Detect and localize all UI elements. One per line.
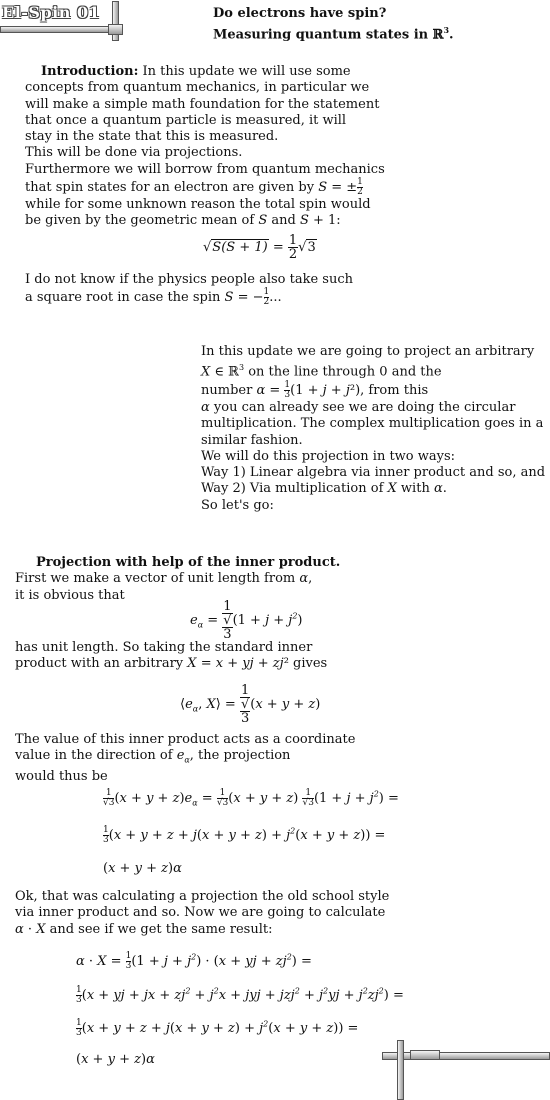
title-line-2: Measuring quantum states in ℝ$^3$.	[213, 25, 454, 43]
intro-line: Furthermore we will borrow from quantum mechanics	[25, 161, 385, 177]
intro-line: This will be done via projections.	[25, 145, 243, 161]
intro-line: that spin states for an electron are given by S = ± $\frac{1}{2}$	[25, 177, 363, 198]
intro-line: will make a simple math foundation for the statement	[25, 96, 380, 112]
multiplication-equation-line-3: $\frac{1}{3}$ $(x + y + z + j(x + y + z) + j^2(x + y + z))$ =	[76, 1018, 359, 1038]
footer-vertical-bar	[397, 1040, 404, 1100]
intro-line: a square root in case the spin S = − $\frac{1}{2}$ ...	[25, 287, 282, 308]
update-line: Way 2) Via multiplication of X with α.	[201, 481, 447, 497]
intro-line: while for some unknown reason the total spin would	[25, 197, 371, 213]
unit-vector-equation: $e_\alpha$ = 1 √ 3 $(1 + j + j^2)$	[190, 599, 303, 642]
update-line: number α = $\frac{1}{3}$ (1 + j + j²), from this	[201, 379, 429, 400]
multiplication-equation-line-2: $\frac{1}{3}$ (x + yj + jx + $zj^2 + j^2x$ + jyj + $jzj^2 + j^2yj + j^2zj^2$) =	[76, 985, 404, 1005]
projection-line: would thus be	[15, 769, 108, 785]
projection-line: has unit length. So taking the standard inner	[15, 640, 313, 655]
intro-line: that once a quantum particle is measured, it will	[25, 112, 347, 128]
series-logo: El-Spin 01	[2, 3, 101, 22]
update-line: X ∈ ℝ$^3$ on the line through 0 and the	[201, 363, 442, 380]
inner-product-equation: $⟨e_\alpha$, X⟩ = 1 √ 3 (x + y + z)	[180, 683, 321, 726]
projection-paragraph-2	[15, 640, 355, 673]
update-line: So let's go:	[201, 497, 274, 513]
update-paragraph	[201, 344, 546, 514]
projection-paragraph-3	[15, 732, 355, 785]
update-line: We will do this projection in two ways:	[201, 448, 456, 464]
multiplication-equation-line-4: (x + y + z)α	[76, 1052, 155, 1067]
intro-after-paragraph	[25, 272, 365, 307]
intro-line: stay in the state that this is measured.	[25, 129, 279, 145]
projection-line: First we make a vector of unit length from α,	[15, 571, 313, 587]
intro-heading: Introduction:	[41, 64, 139, 79]
projection-line: α · X and see if we get the same result:	[15, 921, 273, 937]
intro-line: In this update we will use some	[142, 64, 351, 79]
footer-bar-joint	[410, 1050, 440, 1060]
update-line: α you can already see we are doing the circular	[201, 399, 516, 415]
intro-line: concepts from quantum mechanics, in particular we	[25, 80, 370, 96]
title-line-1: Do electrons have spin?	[213, 6, 387, 21]
projection-line: via inner product and so. Now we are going to calculate	[15, 905, 386, 921]
projection-line: product with an arbitrary X = x + yj + zj² gives	[15, 656, 328, 672]
projection-paragraph-4	[15, 889, 390, 938]
footer-bar-right	[438, 1052, 550, 1060]
update-line: Way 1) Linear algebra via inner product and so, and	[201, 465, 546, 481]
projection-line: value in the direction of $e_\alpha$, the projection	[15, 748, 291, 765]
update-line: In this update we are going to project an arbitrary	[201, 344, 535, 359]
spin-equation: √S(S + 1) = $\frac{1}{2}$ √3	[203, 233, 316, 262]
header-bar-joint	[108, 24, 123, 35]
intro-line: I do not know if the physics people also take such	[25, 272, 353, 287]
update-line: similar fashion.	[201, 432, 303, 448]
page-title	[213, 5, 454, 43]
intro-line: be given by the geometric mean of S and S + 1:	[25, 213, 341, 229]
projection-equation-line-1: $\frac{1}{√3}$ $(x + y + z)e_\alpha$ = $\frac{1}{√3}$ (x + y + z) $\frac{1}{√3}$ $(1 + j + j^2)$ =	[103, 788, 399, 808]
header-vertical-bar	[112, 1, 119, 41]
update-line: multiplication. The complex multiplication goes in a	[201, 416, 544, 432]
section-heading: Projection with help of the inner product.	[36, 555, 341, 570]
projection-line: Ok, that was calculating a projection the old school style	[15, 889, 390, 904]
projection-line: it is obvious that	[15, 587, 125, 603]
intro-paragraph	[25, 64, 385, 230]
multiplication-equation-line-1: α · X = $\frac{1}{3}$ $(1 + j + j^2) \cdot (x$ + yj + $zj^2$) =	[76, 951, 312, 971]
projection-equation-line-3: (x + y + z)α	[103, 861, 182, 876]
projection-intro	[15, 555, 355, 604]
projection-equation-line-2: $\frac{1}{3}$ $(x + y + z + j(x + y + z) + j^2(x + y + z))$ =	[103, 825, 386, 845]
header-bar	[0, 26, 114, 33]
projection-line: The value of this inner product acts as a coordinate	[15, 732, 356, 747]
